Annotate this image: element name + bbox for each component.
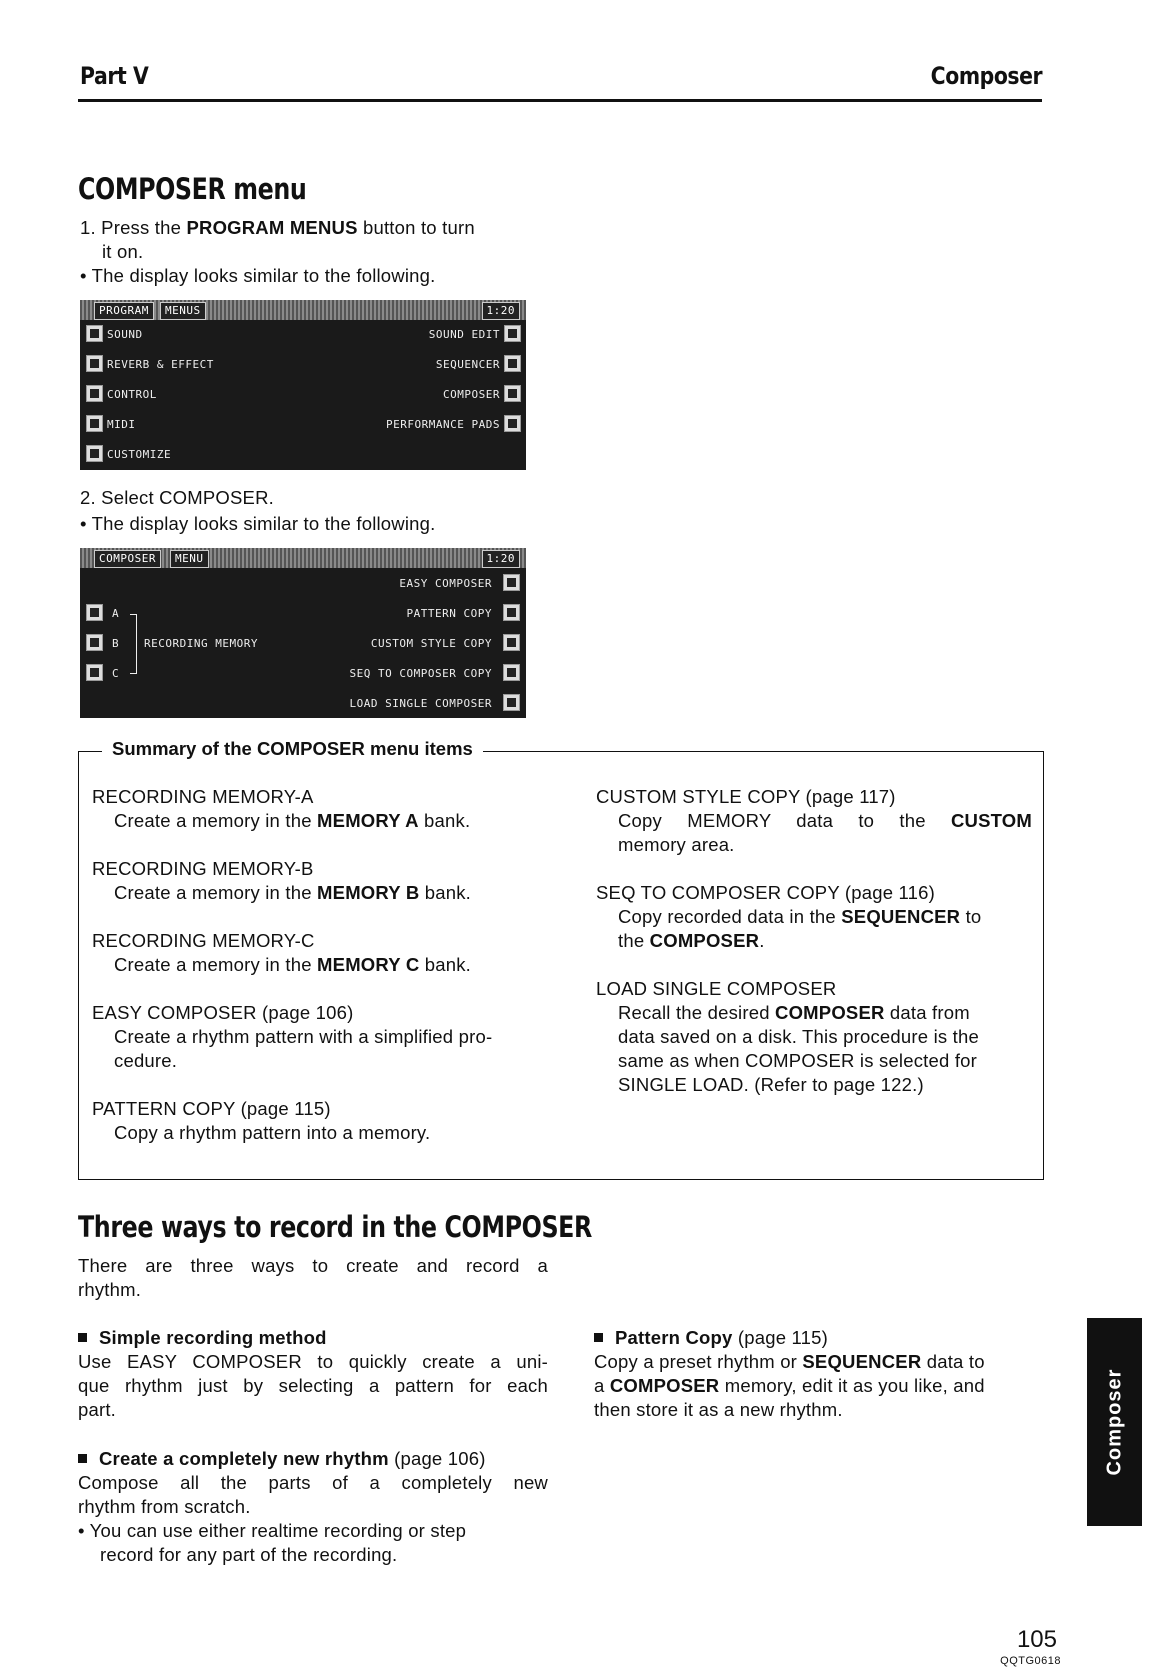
step-1: 1. Press the PROGRAM MENUS button to turn it on.	[80, 217, 475, 262]
lcd-program-menus	[80, 300, 526, 470]
lcd-item-b: B	[112, 637, 120, 650]
sound-icon	[86, 325, 103, 342]
method-pattern-copy: Pattern Copy (page 115) Copy a preset rhythm or SEQUENCER data to a COMPOSER memory, edit it as you like, and then store it as a new rhythm.	[594, 1327, 985, 1420]
seq-to-composer-icon	[503, 664, 520, 681]
customize-icon	[86, 445, 103, 462]
lcd-tab-menus: MENUS	[160, 302, 206, 320]
composer-icon	[504, 385, 521, 402]
bullet-square-icon	[78, 1454, 87, 1463]
lcd-item-seq-to-composer: SEQ TO COMPOSER COPY	[349, 667, 492, 680]
performance-pads-icon	[504, 415, 521, 432]
summary-item-seq-to-composer: SEQ TO COMPOSER COPY (page 116) Copy recorded data in the SEQUENCER to the COMPOSER.	[596, 882, 982, 951]
lcd-item-custom-style-copy: CUSTOM STYLE COPY	[370, 637, 492, 650]
lcd-recording-memory: RECORDING MEMORY	[144, 637, 258, 650]
method-create-new: Create a completely new rhythm (page 106) Compose all the parts of a completely new rhythm from scratch. • You can use either realtime recording or step record for any part of the recording.	[78, 1448, 548, 1565]
header-rule	[78, 99, 1042, 102]
lcd-tab-menu: MENU	[170, 550, 209, 568]
page-number: 105	[1016, 1626, 1057, 1653]
memory-a-icon	[86, 604, 103, 621]
lcd-composer-menu	[80, 548, 526, 718]
lcd-item-load-single: LOAD SINGLE COMPOSER	[349, 697, 492, 710]
memory-c-icon	[86, 664, 103, 681]
easy-composer-icon	[503, 574, 520, 591]
lcd-item-c: C	[112, 667, 120, 680]
lcd-badge: 1:20	[482, 302, 521, 320]
lcd-badge: 1:20	[482, 550, 521, 568]
lcd-item-sequencer: SEQUENCER	[435, 358, 500, 371]
reverb-icon	[86, 355, 103, 372]
lcd-item-reverb: REVERB & EFFECT	[107, 358, 214, 371]
summary-item-memory-c: RECORDING MEMORY-C Create a memory in the MEMORY C bank.	[92, 930, 471, 975]
sound-edit-icon	[504, 325, 521, 342]
lcd-item-customize: CUSTOMIZE	[107, 448, 172, 461]
lcd-tab-program: PROGRAM	[94, 302, 154, 320]
header-part: Part V	[80, 62, 149, 90]
section2-intro: There are three ways to create and record a rhythm.	[78, 1255, 548, 1300]
lcd-item-pattern-copy: PATTERN COPY	[406, 607, 492, 620]
step-1-bullet: • The display looks similar to the following.	[80, 265, 436, 286]
control-icon	[86, 385, 103, 402]
memory-b-icon	[86, 634, 103, 651]
sequencer-icon	[504, 355, 521, 372]
summary-item-memory-b: RECORDING MEMORY-B Create a memory in the MEMORY B bank.	[92, 858, 471, 903]
pattern-copy-icon	[503, 604, 520, 621]
section-title-composer-menu: COMPOSER menu	[78, 172, 307, 206]
lcd-bracket	[130, 614, 137, 674]
section-title-three-ways: Three ways to record in the COMPOSER	[78, 1210, 592, 1244]
lcd-item-control: CONTROL	[107, 388, 157, 401]
bullet-square-icon	[594, 1333, 603, 1342]
method-simple: Simple recording method Use EASY COMPOSER to quickly create a uni- que rhythm just by selecting a pattern for each part.	[78, 1327, 548, 1420]
bullet-square-icon	[78, 1333, 87, 1342]
side-chapter-tab	[1087, 1318, 1142, 1526]
lcd-item-sound: SOUND	[107, 328, 143, 341]
lcd-item-performance-pads: PERFORMANCE PADS	[386, 418, 500, 431]
side-chapter-label: Composer	[1103, 1368, 1125, 1476]
header-chapter: Composer	[930, 62, 1042, 90]
step-2-bullet: • The display looks similar to the following.	[80, 513, 436, 534]
custom-style-copy-icon	[503, 634, 520, 651]
document-code: QQTG0618	[1000, 1655, 1061, 1667]
midi-icon	[86, 415, 103, 432]
summary-item-custom-style: CUSTOM STYLE COPY (page 117) Copy MEMORY data to the CUSTOM memory area.	[596, 786, 1032, 855]
summary-item-easy-composer: EASY COMPOSER (page 106) Create a rhythm pattern with a simplified pro- cedure.	[92, 1002, 493, 1071]
summary-right-column	[596, 785, 1032, 1097]
summary-item-load-single: LOAD SINGLE COMPOSER Recall the desired COMPOSER data from data saved on a disk. This procedure is the same as when COMPOSER is selected for SINGLE LOAD. (Refer to page 122.)	[596, 978, 979, 1095]
summary-left-column	[92, 785, 552, 1145]
lcd-item-midi: MIDI	[107, 418, 136, 431]
step-2: 2. Select COMPOSER.	[80, 487, 274, 508]
lcd-tab-composer: COMPOSER	[94, 550, 161, 568]
lcd-item-a: A	[112, 607, 120, 620]
summary-item-memory-a: RECORDING MEMORY-A Create a memory in the MEMORY A bank.	[92, 786, 471, 831]
summary-title: Summary of the COMPOSER menu items	[102, 738, 483, 760]
lcd-item-sound-edit: SOUND EDIT	[428, 328, 500, 341]
load-single-icon	[503, 694, 520, 711]
summary-item-pattern-copy: PATTERN COPY (page 115) Copy a rhythm pattern into a memory.	[92, 1098, 431, 1143]
lcd-item-composer: COMPOSER	[443, 388, 500, 401]
lcd-item-easy-composer: EASY COMPOSER	[399, 577, 492, 590]
